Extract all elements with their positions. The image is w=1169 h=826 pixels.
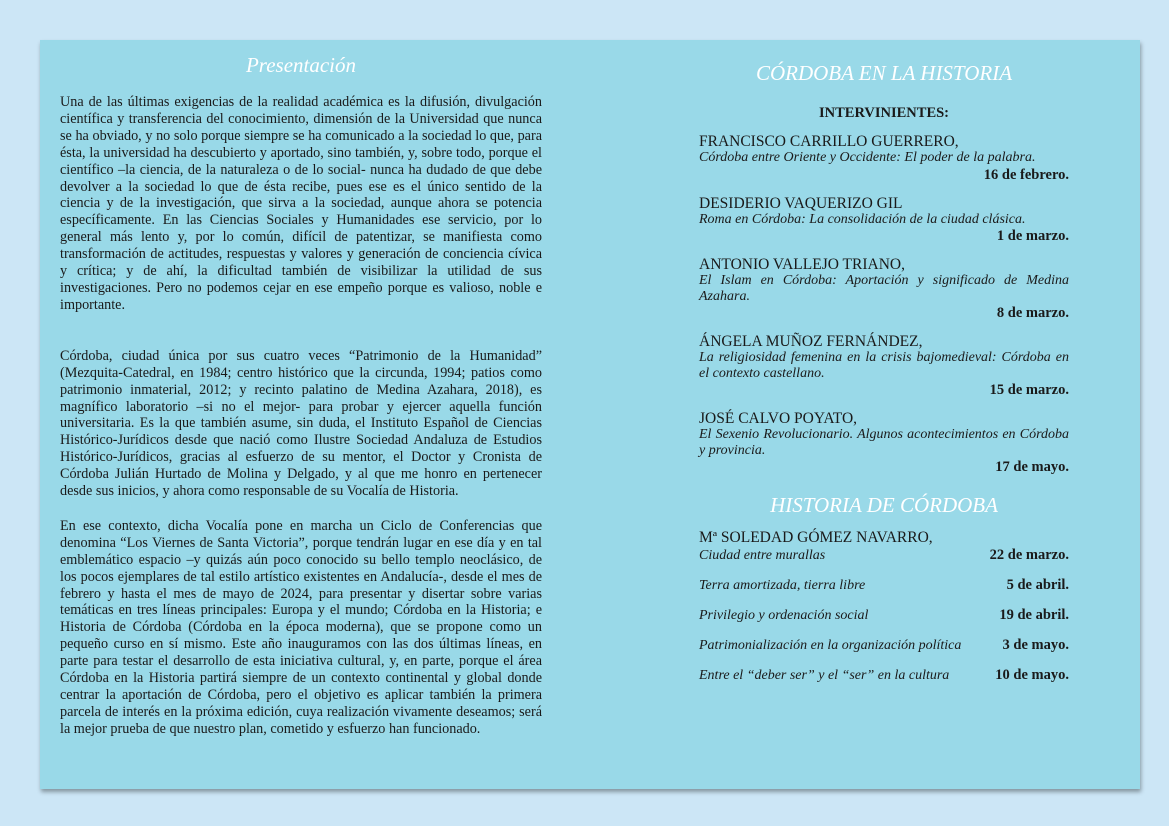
speaker-name: ANTONIO VALLEJO TRIANO,	[699, 256, 905, 273]
talk-title: Córdoba entre Oriente y Occidente: El poder de la palabra.	[699, 150, 1036, 165]
session-title: Ciudad entre murallas	[699, 548, 826, 563]
speaker-name: JOSÉ CALVO POYATO,	[699, 410, 858, 427]
speakers-subheading: INTERVINIENTES:	[818, 105, 950, 121]
program-column	[699, 58, 1069, 696]
speaker-name: DESIDERIO VAQUERIZO GIL	[699, 194, 903, 212]
course-speaker-name: Mª SOLEDAD GÓMEZ NAVARRO,	[699, 529, 933, 546]
speaker-name: FRANCISCO CARRILLO GUERRERO,	[699, 133, 959, 150]
talk-item	[699, 334, 1069, 399]
session-date: 3 de mayo.	[1002, 637, 1069, 653]
talk-date: 1 de marzo.	[996, 228, 1069, 244]
talk-item	[699, 196, 1069, 246]
talk-title: El Sexenio Revolucionario. Algunos acontecimientos en Córdoba y provincia.	[699, 427, 1069, 458]
session-title: Terra amortizada, tierra libre	[699, 578, 866, 593]
historia-cordoba-title: HISTORIA DE CÓRDOBA	[770, 493, 998, 517]
talk-title: El Islam en Córdoba: Aportación y significado de Medina Azahara.	[699, 273, 1069, 304]
talk-date: 15 de marzo.	[989, 382, 1069, 398]
talk-date: 17 de mayo.	[995, 459, 1069, 475]
talk-item	[699, 257, 1069, 322]
session-item	[699, 576, 1069, 594]
session-title: Privilegio y ordenación social	[699, 608, 869, 623]
session-item	[699, 636, 1069, 654]
brochure-sheet	[40, 40, 1140, 789]
session-item	[699, 606, 1069, 624]
presentation-paragraph-3: En ese contexto, dicha Vocalía pone en marcha un Ciclo de Conferencias que denomina “Los Viernes de Santa Victoria”, porque tendrán lugar en ese día y en tal emblemático espacio –y quizás aún poco conocido su bello templo neoclásico, de los pocos ejemplares de tal estilo artístico existentes en Andalucía-, desde el mes de febrero y hasta el mes de mayo de 2024, para presentar y disertar sobre varias temáticas en tres líneas principales: Europa y el mundo; Córdoba en la Historia; e Historia de Córdoba (Córdoba en la época moderna), que se propone como un pequeño curso en sí mismo. Este año inauguramos con las dos últimas líneas, en parte para testar el desarrollo de esta iniciativa cultural, y, en parte, porque el área Córdoba en la Historia partirá siempre de un contexto continental y global donde centrar la aportación de Córdoba, pero el objetivo es aplicar también la primera parcela de interés en la próxima edición, cuya realización vivamente deseamos; será la mejor prueba de que nuestro plan, cometido y esfuerzo han funcionado.	[60, 517, 542, 737]
talk-item	[699, 411, 1069, 476]
session-item	[699, 666, 1069, 684]
presentation-paragraph-1: Una de las últimas exigencias de la realidad académica es la difusión, divulgación científica y transferencia del conocimiento, dimensión de la Universidad que nunca se ha obviado, y no solo porque siempre se ha comunicado a la sociedad lo que, para ésta, la universidad ha descubierto y aportado, sino también, y, sobre todo, porque el científico –la ciencia, de la naturaleza o de lo social- nunca ha dudado de que debe devolver a la sociedad lo que de ésta recibe, pues ese es el único sentido de la ciencia y de la investigación, que sirva a la sociedad, aunque ahora se potencia específicamente. En las Ciencias Sociales y Humanidades ese servicio, por lo general más lento y, por lo común, difícil de patentizar, se manifiesta como transformación de actitudes, respuestas y valores y generación de conciencia cívica y crítica; y de ahí, la dificultad también de visibilizar la utilidad de sus investigaciones. Pero no podemos cejar en ese empeño porque es valioso, noble e importante.	[60, 94, 542, 313]
talk-title: La religiosidad femenina en la crisis bajomedieval: Córdoba en el contexto castellano.	[699, 350, 1069, 381]
session-date: 22 de marzo.	[989, 547, 1069, 563]
speaker-name: ÁNGELA MUÑOZ FERNÁNDEZ,	[699, 333, 923, 350]
session-date: 19 de abril.	[999, 607, 1069, 623]
session-title: Entre el “deber ser” y el “ser” en la cultura	[699, 668, 950, 683]
session-date: 5 de abril.	[1006, 577, 1069, 593]
cordoba-historia-title: CÓRDOBA EN LA HISTORIA	[755, 61, 1013, 85]
session-date: 10 de mayo.	[995, 667, 1069, 683]
session-title: Patrimonialización en la organización política	[699, 638, 962, 653]
session-item	[699, 530, 1069, 564]
presentation-paragraph-2: Córdoba, ciudad única por sus cuatro veces “Patrimonio de la Humanidad” (Mezquita-Catedral, en 1984; centro histórico que la circunda, 1994; patios como patrimonio inmaterial, 2012; y recinto palatino de Medina Azahara, 2018), es magnífico laboratorio –si no el mejor- para probar y ejercer aquella función universitaria. Es la que también asume, sin duda, el Instituto Español de Ciencias Histórico-Jurídicos desde que nació como Ilustre Sociedad Andaluza de Estudios Histórico-Jurídicos, gracias al esfuerzo de su mentor, el Doctor y Cronista de Córdoba Julián Hurtado de Molina y Delgado, y al que me honro en pertenecer desde sus inicios, y ahora como responsable de su Vocalía de Historia.	[60, 347, 542, 500]
presentation-column	[60, 50, 542, 738]
talk-title: Roma en Córdoba: La consolidación de la ciudad clásica.	[699, 211, 1026, 227]
talk-date: 16 de febrero.	[983, 166, 1069, 183]
presentation-title: Presentación	[245, 53, 357, 77]
talk-item	[699, 134, 1069, 184]
talk-date: 8 de marzo.	[996, 305, 1069, 321]
